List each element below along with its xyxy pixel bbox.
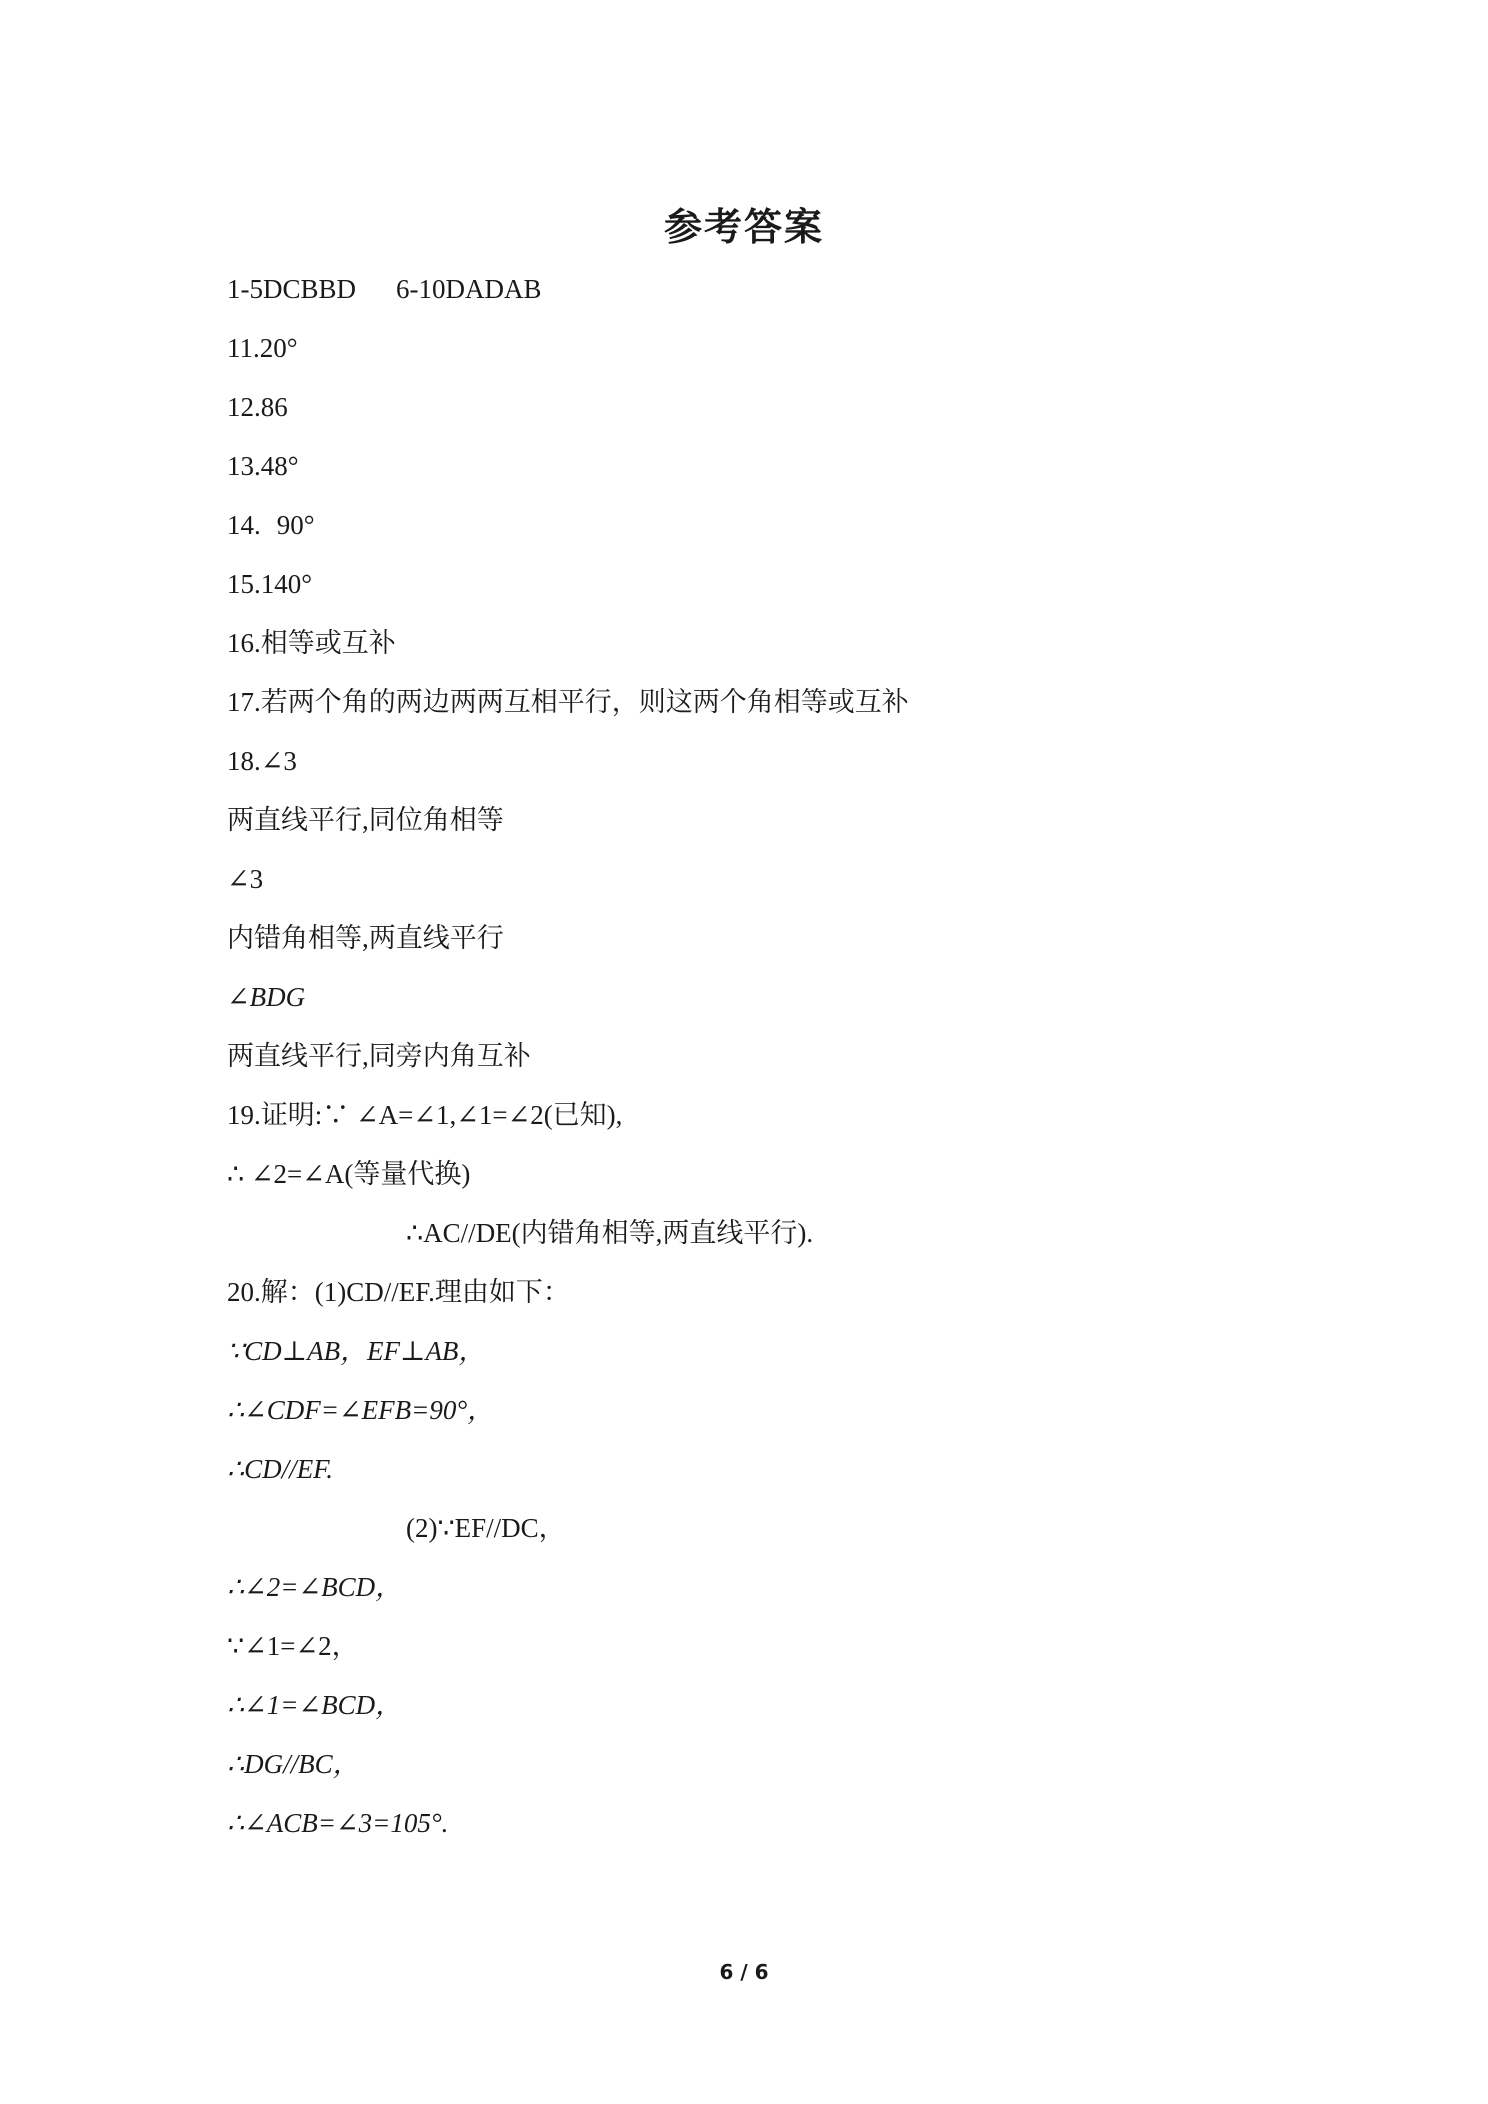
- answer-choices-1-5: 1-5DCBBD: [227, 274, 357, 304]
- page-number: 6 / 6: [719, 1960, 769, 1984]
- answer-18-line: 两直线平行,同位角相等: [227, 805, 504, 835]
- answer-choices: [227, 272, 542, 306]
- answer-14: [227, 508, 315, 542]
- page-title: 参考答案: [663, 205, 824, 249]
- answer-18-line: 两直线平行,同旁内角互补: [227, 1041, 531, 1071]
- answer-choices-6-10: 6-10DADAB: [396, 274, 542, 304]
- answer-20-line: ∵∠1=∠2，: [227, 1631, 359, 1661]
- answer-18-line: 18.∠3: [227, 746, 297, 776]
- answer-20-line: ∴∠1=∠BCD，: [227, 1690, 403, 1720]
- answer-14-number: 14.: [227, 510, 261, 540]
- answer-20-line: (2)∵EF//DC，: [406, 1513, 566, 1543]
- answer-19-line: 19.证明:∵ ∠A=∠1,∠1=∠2(已知),: [227, 1100, 623, 1130]
- answer-20-line: ∴∠ACB=∠3=105°.: [227, 1808, 449, 1838]
- answer-20-line: ∴CD//EF.: [227, 1454, 333, 1484]
- answer-18-line: ∠BDG: [227, 982, 306, 1012]
- answer-13: 13.48°: [227, 451, 299, 481]
- answer-11: 11.20°: [227, 333, 298, 363]
- answer-18-line: ∠3: [227, 864, 264, 894]
- answer-18-line: 内错角相等,两直线平行: [227, 923, 504, 953]
- answer-20-line: ∴DG//BC，: [227, 1749, 360, 1779]
- answer-20-line: ∴∠2=∠BCD，: [227, 1572, 403, 1602]
- answer-19-line: ∴ ∠2=∠A(等量代换): [227, 1159, 471, 1189]
- answer-20-line: ∴∠CDF=∠EFB=90°，: [227, 1395, 495, 1425]
- answer-15: 15.140°: [227, 569, 313, 599]
- answer-17: 17.若两个角的两边两两互相平行，则这两个角相等或互补: [227, 687, 909, 717]
- answer-16: 16.相等或互补: [227, 628, 396, 658]
- answer-12: 12.86: [227, 392, 288, 422]
- answer-20-line: ∵CD⊥AB，EF⊥AB，: [227, 1336, 486, 1366]
- answer-20-line: 20.解：(1)CD//EF.理由如下：: [227, 1277, 570, 1307]
- answer-19-line: ∴AC//DE(内错角相等,两直线平行).: [406, 1218, 814, 1248]
- answer-14-value: 90°: [276, 510, 315, 540]
